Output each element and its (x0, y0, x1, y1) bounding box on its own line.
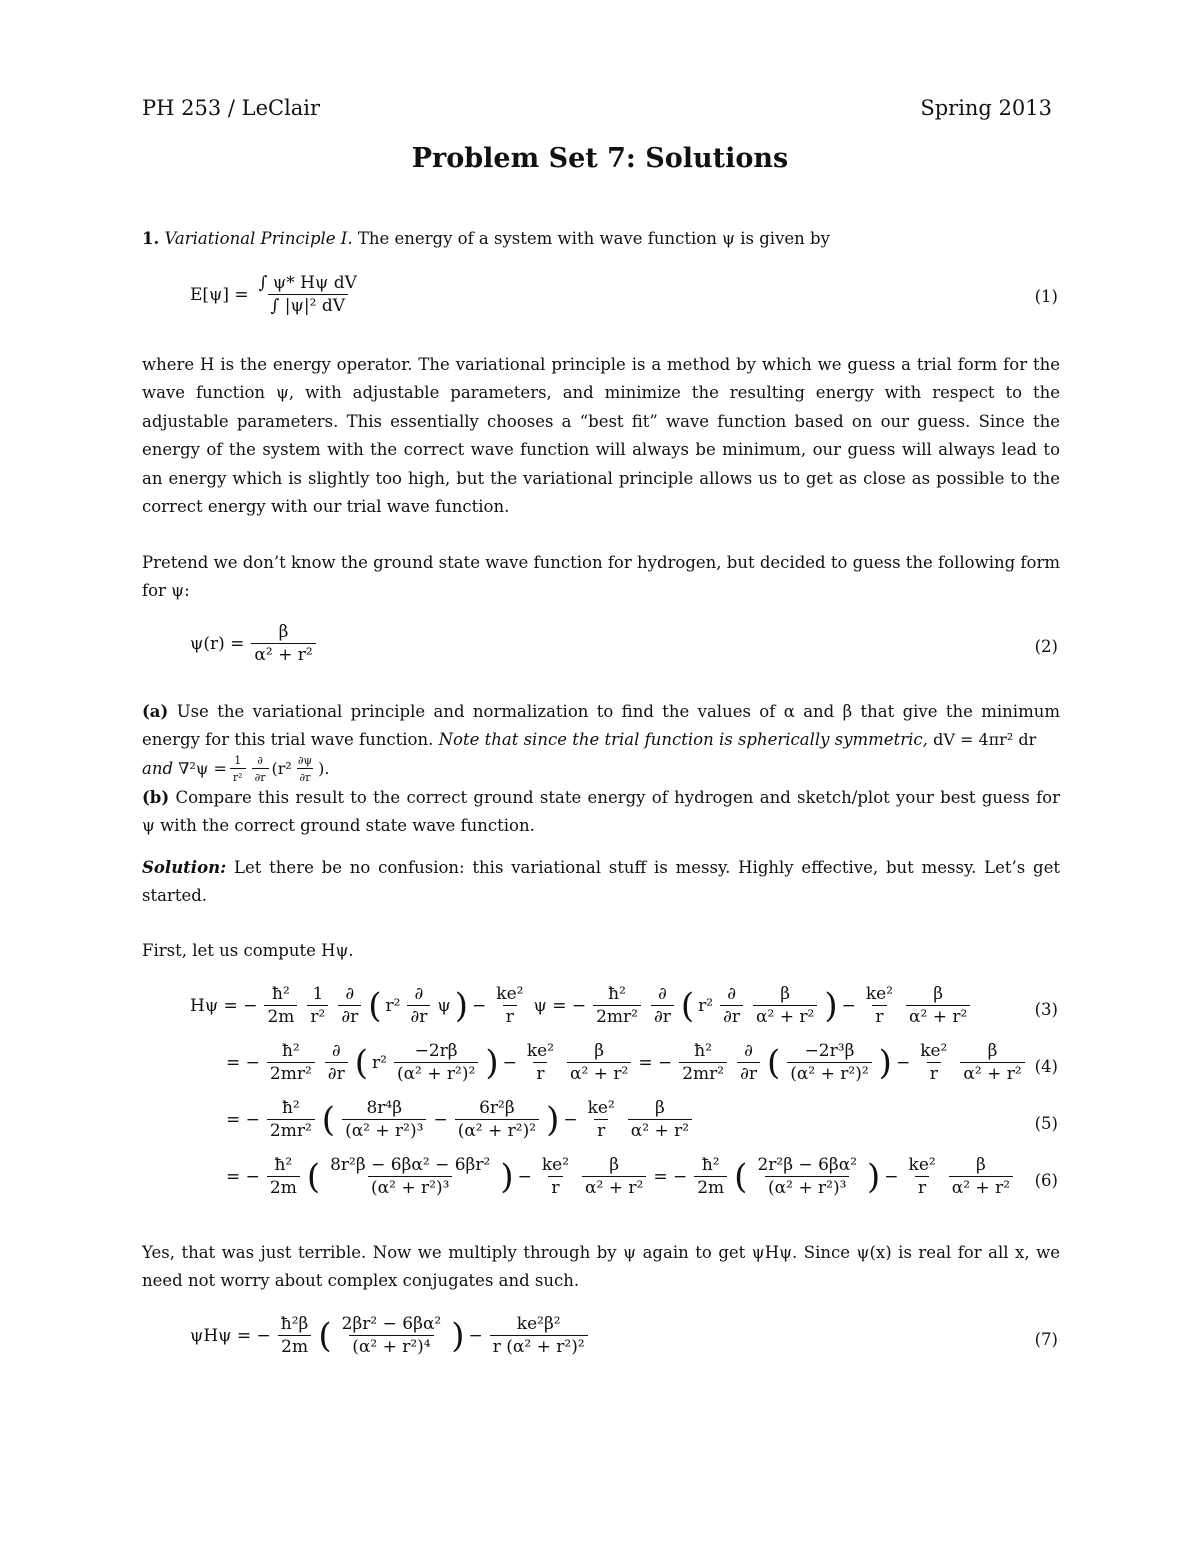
eq2-fraction (251, 624, 315, 664)
equation-4: = − $\frac{\text{ħ²}}{\text{2mr²}}$ $\frac{\partial}{\partial r}$ ( r² $\frac{-2r\beta}{\text{(α² + r²)²}}$ ) − $\frac{\text{ke²}}{r}$ $\frac{\beta}{\text{α² + r²}}$ = − $\frac{\text{ħ²}}{\text{2mr²}}$ $\frac{\partial}{\partial r}$ ( $\frac{\text{−2r³β}}{\text{(α² + r²)²}}$ ) − $\frac{\text{ke²}}{r}$ $\frac{\beta}{\text{α² + r²}}$ (226, 1043, 1028, 1083)
problem-1-intro (142, 225, 1060, 253)
problem-number: 1. (142, 229, 160, 248)
problem-intro: The energy of a system with wave function ψ is given by (357, 229, 830, 248)
page-title: Problem Set 7: Solutions (411, 143, 789, 174)
part-a-label: (a) (142, 702, 169, 721)
solution-text: Let there be no confusion: this variational stuff is messy. Highly effective, but messy. Let’s get started. (142, 858, 1060, 906)
laplacian-lhs: ∇²ψ = (178, 758, 227, 778)
first-compute: First, let us compute Hψ. (142, 941, 354, 960)
part-b-label: (b) (142, 788, 170, 807)
eq1-denominator: ∫ |ψ|² dV (268, 294, 348, 315)
part-b-text: Compare this result to the correct ground state energy of hydrogen and sketch/plot your best guess for ψ with the correct ground state wave function. (142, 788, 1060, 836)
eq4-number: (4) (1034, 1057, 1058, 1076)
equation-2 (190, 624, 319, 664)
equation-7: ψHψ = − $\frac{\text{ħ²β}}{2m}$ ( $\frac{\text{2βr² − 6βα²}}{\text{(α² + r²)⁴}}$ ) − $\frac{\text{ke²β²}}{\text{r (α² + r²)²}}$ (190, 1316, 591, 1356)
eq5-number: (5) (1034, 1114, 1058, 1133)
part-a-dv: dV = 4πr² dr (933, 730, 1037, 750)
solution-label: Solution: (142, 858, 227, 877)
solution (142, 854, 1060, 911)
part-a (142, 698, 1060, 783)
course-header: PH 253 / LeClair (142, 96, 321, 120)
paragraph-terrible: Yes, that was just terrible. Now we multiply through by ψ again to get ψHψ. Since ψ(x) is real for all x, we need not worry about complex conjugates and such. (142, 1243, 1060, 1291)
equation-6: = − $\frac{\text{ħ²}}{2m}$ ( $\frac{\text{8r²β − 6βα² − 6βr²}}{\text{(α² + r²)³}}$ ) − $\frac{\text{ke²}}{r}$ $\frac{\beta}{\text{α² + r²}}$ = − $\frac{\text{ħ²}}{2m}$ ( $\frac{\text{2r²β − 6βα²}}{\text{(α² + r²)³}}$ ) − $\frac{\text{ke²}}{r}$ $\frac{\beta}{\text{α² + r²}}$ (226, 1157, 1016, 1197)
eq2-denominator: α² + r² (251, 643, 315, 664)
equation-3: Hψ = − $\frac{\text{ħ²}}{2m}$ $\frac{1}{\text{r²}}$ $\frac{\partial}{\partial r}$ ( r² $\frac{\partial}{\partial r}$ ψ ) − $\frac{\text{ke²}}{r}$ ψ = − $\frac{\text{ħ²}}{\text{2mr²}}$ $\frac{\partial}{\partial r}$ ( r² $\frac{\partial}{\partial r}$ $\frac{\beta}{\text{α² + r²}}$ ) − $\frac{\text{ke²}}{r}$ $\frac{\beta}{\text{α² + r²}}$ (190, 986, 973, 1026)
part-a-laplacian: ∇²ψ = $\frac{1}{\text{r²}}$ $\frac{\partial}{\partial r}$ (r² $\frac{\partial\psi}{\partial r}$ ). (178, 754, 330, 785)
equation-1 (190, 275, 363, 315)
eq2-numerator: β (278, 622, 289, 642)
eq1-lhs: E[ψ] = (190, 284, 249, 305)
paragraph-variational: where H is the energy operator. The variational principle is a method by which we guess a trial form for the wave function ψ, with adjustable parameters, and minimize the resulting energy with respect to the adjustable parameters. This essentially chooses a “best fit” wave function based on our guess. Since the energy of the system with the correct wave function will always be minimum, our guess will always lead to an energy which is slightly too high, but the variational principle allows us to get as close as possible to the correct energy with our trial wave function. (142, 355, 1060, 517)
eq1-number: (1) (1034, 287, 1058, 306)
part-a-note: Note that since the trial function is spherically symmetric, (438, 730, 928, 750)
eq6-number: (6) (1034, 1171, 1058, 1190)
eq1-numerator: ∫ ψ* Hψ dV (258, 273, 357, 293)
paragraph-pretend: Pretend we don’t know the ground state wave function for hydrogen, but decided to guess the following form for ψ: (142, 553, 1060, 601)
part-a-text: Use the variational principle and normalization to find the values of α and β that give the minimum energy for this trial wave function. (142, 702, 1061, 750)
eq2-lhs: ψ(r) = (190, 633, 245, 654)
eq7-number: (7) (1034, 1330, 1058, 1349)
eq2-number: (2) (1034, 637, 1058, 656)
term-header: Spring 2013 (920, 96, 1052, 120)
problem-heading: Variational Principle I. (164, 229, 353, 248)
equation-5: = − $\frac{\text{ħ²}}{\text{2mr²}}$ ( $\frac{\text{8r⁴β}}{\text{(α² + r²)³}}$ − $\frac{\text{6r²β}}{\text{(α² + r²)²}}$ ) − $\frac{\text{ke²}}{r}$ $\frac{\beta}{\text{α² + r²}}$ (226, 1100, 695, 1140)
eq3-number: (3) (1034, 1000, 1058, 1019)
eq1-fraction (256, 275, 360, 315)
part-a-and: and (142, 758, 174, 778)
part-b (142, 784, 1060, 841)
